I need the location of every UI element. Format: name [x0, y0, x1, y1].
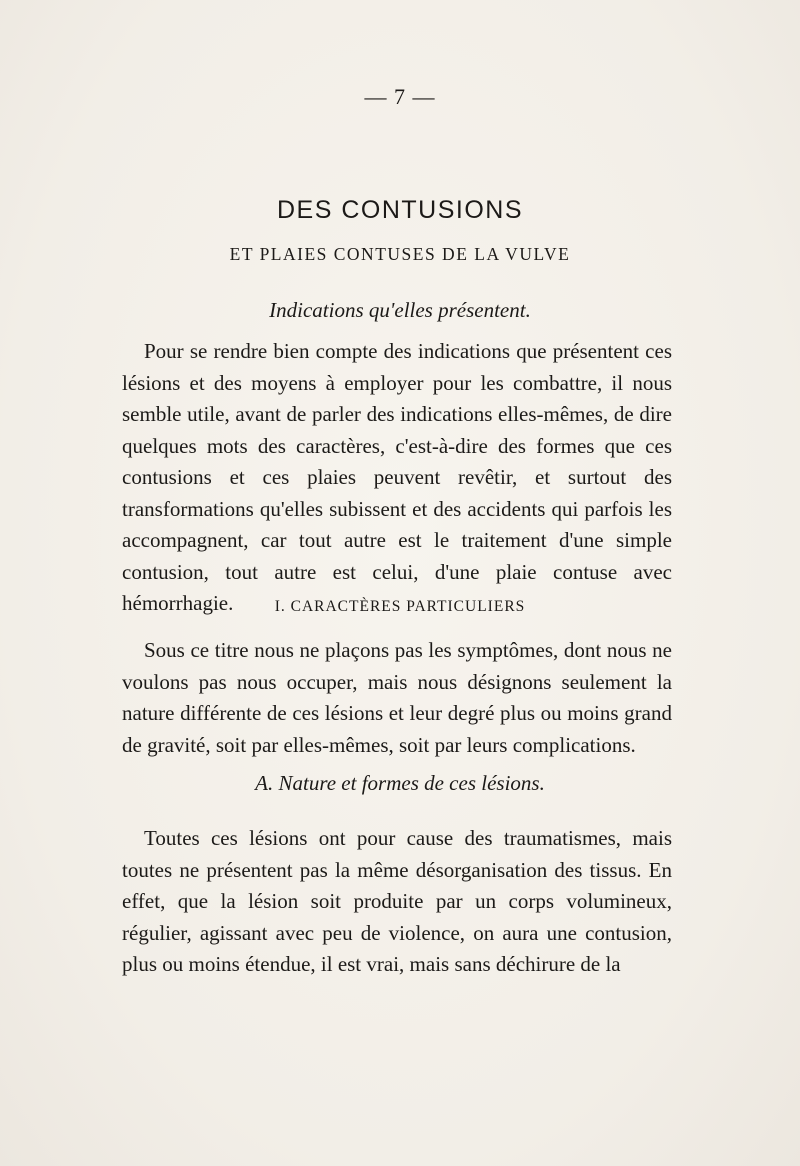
- heading-indications: Indications qu'elles présentent.: [269, 298, 531, 322]
- page-number: — 7 —: [364, 84, 436, 109]
- paragraph-2: Sous ce titre nous ne plaçons pas les symptômes, dont nous ne voulons pas nous occuper, mais nous désignons seulement la nature différente de ces lésions et leur degré plus ou moins grand de gravité, soit par elles-mêmes, soit par leurs complications.: [122, 638, 672, 757]
- paragraph-3: Toutes ces lésions ont pour cause des traumatismes, mais toutes ne présentent pas la même désorganisation des tissus. En effet, que la lésion soit produite par un corps volumineux, régulier, agissant avec peu de violence, on aura une contusion, plus ou moins étendue, il est vrai, mais sans déchirure de la: [122, 826, 672, 976]
- chapter-subtitle: ET PLAIES CONTUSES DE LA VULVE: [229, 244, 571, 264]
- heading-nature: A. Nature et formes de ces lésions.: [255, 771, 545, 795]
- chapter-title: DES CONTUSIONS: [276, 196, 524, 224]
- section-heading: I. CARACTÈRES PARTICULIERS: [274, 598, 526, 615]
- paragraph-1: Pour se rendre bien compte des indications que présentent ces lésions et des moyens à employer pour les combattre, il nous semble utile, avant de parler des indications elles-mêmes, de dire quelques mots des caractères, c'est-à-dire des formes que ces contusions et ces plaies peuvent revêtir, et surtout des transformations qu'elles subissent et des accidents qui parfois les accompagnent, car tout autre est le traitement d'une simple contusion, tout autre est celui, d'une plaie contuse avec hémorrhagie.: [122, 339, 672, 615]
